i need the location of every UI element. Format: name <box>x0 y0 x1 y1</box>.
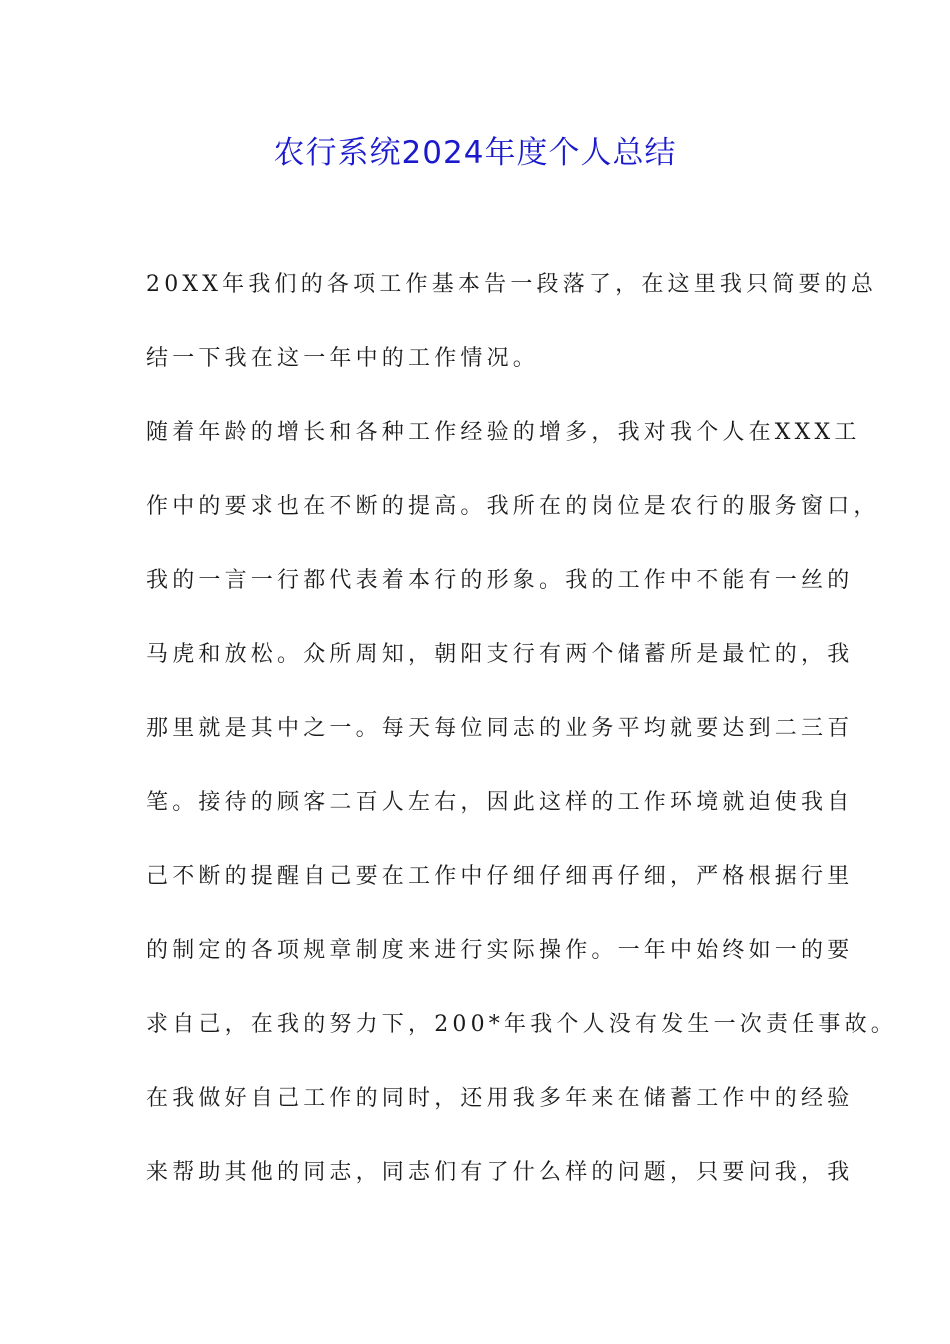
body-line: 随着年龄的增长和各种工作经验的增多，我对我个人在XXX工 <box>146 420 861 445</box>
body-line: 求自己，在我的努力下，200*年我个人没有发生一次责任事故。 <box>146 1012 897 1037</box>
body-line: 笔。接待的顾客二百人左右，因此这样的工作环境就迫使我自 <box>146 790 854 815</box>
document-title: 农行系统2024年度个人总结 <box>273 135 677 171</box>
body-line: 己不断的提醒自己要在工作中仔细仔细再仔细，严格根据行里 <box>146 864 854 889</box>
body-line: 在我做好自己工作的同时，还用我多年来在储蓄工作中的经验 <box>146 1086 854 1111</box>
body-line: 结一下我在这一年中的工作情况。 <box>146 346 540 371</box>
body-line: 来帮助其他的同志，同志们有了什么样的问题，只要问我，我 <box>146 1160 854 1185</box>
body-line: 20XX年我们的各项工作基本告一段落了，在这里我只简要的总 <box>146 272 878 297</box>
body-line: 我的一言一行都代表着本行的形象。我的工作中不能有一丝的 <box>146 568 854 593</box>
body-line: 那里就是其中之一。每天每位同志的业务平均就要达到二三百 <box>146 716 854 741</box>
body-line: 作中的要求也在不断的提高。我所在的岗位是农行的服务窗口， <box>146 494 880 519</box>
body-line: 马虎和放松。众所周知，朝阳支行有两个储蓄所是最忙的，我 <box>146 642 854 667</box>
body-line: 的制定的各项规章制度来进行实际操作。一年中始终如一的要 <box>146 938 854 963</box>
